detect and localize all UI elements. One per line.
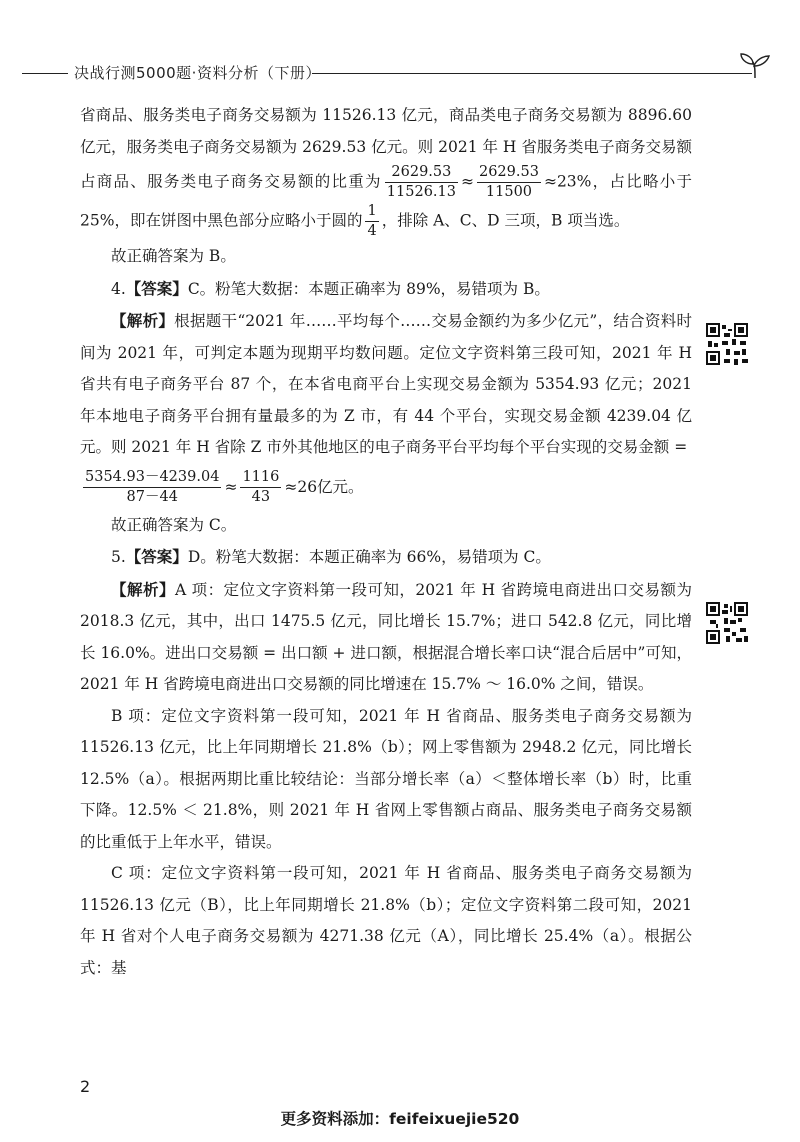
- q5-answer-tag: 【答案】: [125, 547, 188, 566]
- q4-fraction-1-numerator: 5354.93－4239.04: [83, 468, 221, 488]
- q5-analysis-c: C 项：定位文字资料第一段可知，2021 年 H 省商品、服务类电子商务交易额为 11526.13 亿元（B），比上年同期增长 21.8%（b）；定位文字资料第二段可知，2021 年 H 省对个人电子商务交易额为 4271.38 亿元（A），同比增长 25.4%（a）。根据公式：基: [80, 864, 692, 977]
- q4-answer: [80, 273, 692, 306]
- fraction-quarter-numerator: 1: [365, 202, 378, 222]
- header-rule-left: [22, 73, 68, 74]
- q3-conclusion: 故正确答案为 B。: [111, 247, 236, 265]
- q4-formula: [80, 464, 692, 510]
- book-title: 决战行测5000题·资料分析（下册）: [74, 64, 321, 82]
- fraction-1: [385, 163, 458, 202]
- footer-label: 更多资料添加：: [280, 1110, 390, 1128]
- header-rule-right: [312, 73, 752, 74]
- q4-analysis-tag: 【解析】: [111, 311, 175, 330]
- fraction-2-numerator: 2629.53: [477, 163, 541, 183]
- q4-analysis: [80, 305, 692, 464]
- fraction-2: [477, 163, 541, 202]
- q4-fraction-2: [240, 468, 281, 507]
- page-header: [0, 52, 800, 92]
- q5-analysis-b: B 项：定位文字资料第一段可知，2021 年 H 省商品、服务类电子商务交易额为 11526.13 亿元，比上年同期增长 21.8%（b）；网上零售额为 2948.2 亿元，同比增长 12.5%（a）。根据两期比重比较结论：当部分增长率（a）＜整体增长率（b）时，比重下降。12.5% ＜ 21.8%，则 2021 年 H 省网上零售额占商品、服务类电子商务交易额的比重低于上年水平，错误。: [80, 706, 692, 851]
- footer-watermark: [0, 1107, 800, 1129]
- q5-number: 5.: [111, 548, 126, 566]
- fraction-2-denominator: 11500: [485, 184, 533, 200]
- q4-fraction-1: [83, 468, 221, 507]
- q5-analysis-a: [80, 574, 692, 701]
- q3-text-part1: 省商品、服务类电子商务交易额为 11526.13 亿元，商品类电子商务交易额为 8896.60 亿元，服务类电子商务交易额为 2629.53 亿元。则 2021 年 H 省服务类电子商务交易额占商品、服务类电子商务交易额的比重为: [80, 106, 692, 191]
- page-number: 2: [80, 1077, 91, 1096]
- q4-result: ≈26亿元。: [284, 477, 364, 496]
- q4-fraction-1-denominator: 87－44: [126, 489, 178, 505]
- sprout-leaf-icon: [735, 52, 775, 80]
- qr-code-icon[interactable]: [706, 323, 748, 365]
- q4-conclusion: 故正确答案为 C。: [111, 515, 237, 534]
- q4-fraction-2-denominator: 43: [251, 489, 271, 505]
- q4-analysis-text: 根据题干“2021 年……平均每个……交易金额约为多少亿元”，结合资料时间为 2021 年，可判定本题为现期平均数问题。定位文字资料第三段可知，2021 年 H 省共有电子商务平台 87 个，在本省电商平台上实现交易金额为 5354.93 亿元；2021 年本地电子商务平台拥有量最多的为 Z 市，有 44 个平台，实现交易金额 4239.04 亿元。则 2021 年 H 省除 Z 市外其他地区的电子商务平台平均每个平台实现的交易金额 =: [80, 312, 692, 456]
- fraction-1-denominator: 11526.13: [386, 184, 456, 200]
- approx-sign: ≈: [460, 172, 474, 191]
- q4-fraction-2-numerator: 1116: [240, 468, 281, 488]
- fraction-1-numerator: 2629.53: [385, 163, 458, 183]
- q4-answer-text: C。粉笔大数据：本题正确率为 89%，易错项为 B。: [187, 279, 550, 298]
- paragraph-q3-explanation: [80, 100, 692, 241]
- fraction-quarter-denominator: 4: [367, 223, 377, 239]
- q3-text-part2: ≈23%，占比略小于 25%，即在饼图中黑色部分应略小于圆的: [80, 172, 692, 230]
- qr-code-icon[interactable]: [706, 602, 748, 644]
- q5-analysis-tag: 【解析】: [111, 579, 175, 599]
- q4-number: 4.: [111, 279, 126, 298]
- page-content: [80, 100, 692, 984]
- q4-answer-tag: 【答案】: [125, 278, 188, 298]
- q5-answer: [80, 541, 692, 574]
- footer-contact-code: feifeixuejie520: [389, 1110, 520, 1128]
- q4-approx-sign: ≈: [224, 477, 238, 496]
- fraction-quarter: [365, 202, 378, 241]
- q5-item-a-text: A 项：定位文字资料第一段可知，2021 年 H 省跨境电商进出口交易额为 2018.3 亿元，其中，出口 1475.5 亿元，同比增长 15.7%；进口 542.8 亿元，同比增长 16.0%。进出口交易额 = 出口额 + 进口额，根据混合增长率口诀“混合后居中”可知，2021 年 H 省跨境电商进出口交易额的同比增速在 15.7% ～ 16.0% 之间，错误。: [80, 580, 692, 693]
- q5-answer-text: D。粉笔大数据：本题正确率为 66%，易错项为 C。: [187, 548, 551, 566]
- q3-text-part3: ，排除 A、C、D 三项，B 项当选。: [381, 211, 630, 230]
